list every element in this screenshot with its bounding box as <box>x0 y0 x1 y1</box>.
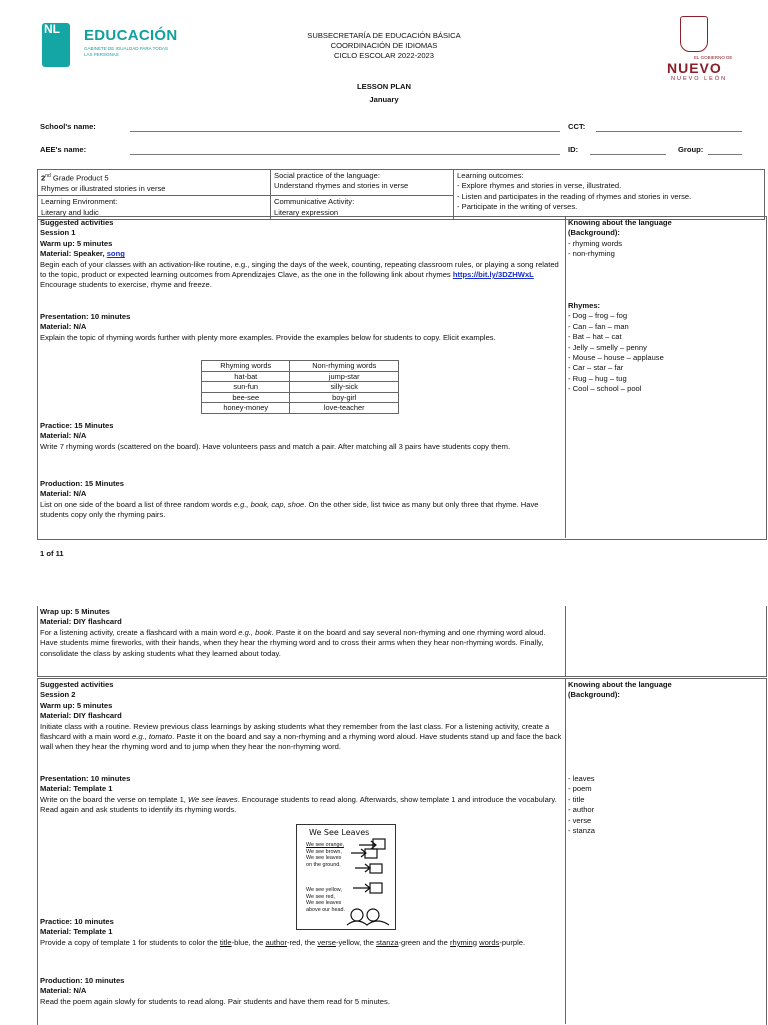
session1-production: Production: 15 Minutes Material: N/A List on one side of the board a list of three random words e.g., book, cap, shoe. On the other side, list twice as many but only three that rhyme. Have students copy only the rhyming pairs. <box>40 479 539 520</box>
session1-divider <box>565 216 566 538</box>
page-number: 1 of 11 <box>40 549 64 558</box>
group-field[interactable] <box>708 154 742 155</box>
header-line-3: CICLO ESCOLAR 2022-2023 <box>333 51 435 61</box>
group-label: Group: <box>678 145 704 154</box>
session2-warmup: Suggested activities Session 2 Warm up: 5 minutes Material: DIY flashcard Initiate class with a routine. Review previous class learnings by asking students what they remember from the last class. For a listening activity, create a flashcard with a main word e.g., tomato. Paste it on the board and say a non-rhyming and a rhyming word aloud. Have students stand up and face the back wall when they hear the rhyming word and to jump when they hear the non-rhyming word. <box>40 680 562 752</box>
nl-logo-text: NL <box>44 22 60 36</box>
school-name-field[interactable] <box>130 131 560 132</box>
rhyming-header: Rhyming words <box>202 361 290 372</box>
knowing1-rhymes: Rhymes: - Dog – frog – fog - Can – fan – man - Bat – hat – cat - Jelly – smelly – penny - Mouse – house – applause - Car – star – far - Rug – hug – tug - Cool – school – pool <box>568 301 664 394</box>
table-cell: silly-sick <box>290 382 399 393</box>
table-cell: hat-bat <box>202 371 290 382</box>
cct-field[interactable] <box>596 131 742 132</box>
wrapup-divider <box>565 606 566 676</box>
communicative-activity-cell: Communicative Activity: Literary expression <box>271 196 454 220</box>
session1-presentation: Presentation: 10 minutes Material: N/A Explain the topic of rhyming words further with plenty more examples. Provide the examples below for students to copy. Elicit examples. <box>40 312 496 342</box>
info-table <box>37 169 765 220</box>
worksheet-stanza-1: We see orange, We see brown, We see leaves on the ground. <box>306 842 344 868</box>
education-brand-subtitle: GABINETE DE IGUALDAD PARA TODAS LAS PERSONAS <box>84 46 169 57</box>
knowing1-content: Knowing about the language (Background): - rhyming words - non-rhyming <box>568 218 672 259</box>
education-brand-title: EDUCACIÓN <box>84 27 178 44</box>
gov-big-text: NUEVO <box>667 60 722 76</box>
session2-presentation: Presentation: 10 minutes Material: Template 1 Write on the board the verse on template 1, We see leaves. Encourage students to read along. Afterwards, show template 1 and introduce the vocabulary. Read again and ask students to identify its rhyming words. <box>40 774 557 815</box>
session2-divider <box>565 678 566 1024</box>
aee-name-label: AEE's name: <box>40 145 87 154</box>
session2-practice: Practice: 10 minutes Material: Template 1 Provide a copy of template 1 for students to color the title-blue, the author-red, the verse-yellow, the stanza-green and the rhyming words-purple. <box>40 917 526 947</box>
header-lines <box>284 31 484 62</box>
gov-state-text: NUEVO LEÓN <box>671 76 728 82</box>
worksheet-title: We See Leaves <box>309 828 370 837</box>
plan-title: LESSON PLAN <box>356 82 411 91</box>
id-field[interactable] <box>590 154 666 155</box>
plan-month: January <box>369 95 399 104</box>
nuevo-leon-crest-icon <box>680 16 708 52</box>
header-line-2: COORDINACIÓN DE IDIOMAS <box>330 41 438 51</box>
worksheet-arrows-icon <box>297 825 395 929</box>
knowing2-header: Knowing about the language (Background): <box>568 680 672 700</box>
social-practice-cell: Social practice of the language: Understand rhymes and stories in verse <box>271 170 454 196</box>
grade-cell: 2nd Grade Product 5 Rhymes or illustrated stories in verse <box>38 170 271 196</box>
table-cell: honey-money <box>202 403 290 414</box>
header-line-1: SUBSECRETARÍA DE EDUCACIÓN BÁSICA <box>307 31 461 40</box>
learning-outcomes-cell: Learning outcomes: - Explore rhymes and stories in verse, illustrated. - Listen and participates in the reading of rhymes and stories in verse. - Participate in the writing of verses. <box>454 170 765 220</box>
wrapup-content: Wrap up: 5 Minutes Material: DIY flashcard For a listening activity, create a flashcard with a main word e.g., book. Paste it on the board and say several non-rhyming and one rhyming word aloud. Have students mime fireworks, with their hands, when they hear the rhyming word and to cross their arms when they hear non-rhyming words. Finally, consolidate the class by asking students what they learned about today. <box>40 607 546 658</box>
gov-small-text: EL GOBIERNO DE <box>694 55 733 60</box>
table-cell: boy-girl <box>290 392 399 403</box>
knowing2-items: - leaves - poem - title - author - verse - stanza <box>568 774 596 836</box>
aee-name-field[interactable] <box>130 154 560 155</box>
rhymes-link[interactable]: https://bit.ly/3DZHWxL <box>452 270 534 280</box>
we-see-leaves-template-image <box>296 824 396 930</box>
table-cell: bee-see <box>202 392 290 403</box>
table-cell: jump-star <box>290 371 399 382</box>
non-rhyming-header: Non-rhyming words <box>290 361 399 372</box>
table-cell: love-teacher <box>290 403 399 414</box>
school-name-label: School's name: <box>40 122 96 131</box>
session2-production: Production: 10 minutes Material: N/A Read the poem again slowly for students to read along. Pair students and have them read for 5 minutes. <box>40 976 390 1006</box>
session1-practice: Practice: 15 Minutes Material: N/A Write 7 rhyming words (scattered on the board). Have volunteers pass and match a pair. After matching all 3 pairs have students copy them. <box>40 421 511 451</box>
song-link[interactable]: song <box>106 249 125 259</box>
cct-label: CCT: <box>568 122 586 131</box>
session1-content: Suggested activities Session 1 Warm up: 5 minutes Material: Speaker, song Begin each of your classes with an activation-like routine, e.g., singing the days of the week, counting, repeating classroom rules, or playing a song related to the topic, product or expected learning outcomes from Aprendizajes Clave, as the one in the following link about rhymes https://bit.ly/3DZHWxL Encourage students to exercise, rhyme and freeze. <box>40 218 559 290</box>
id-label: ID: <box>568 145 579 154</box>
rhyming-table <box>201 360 399 414</box>
environment-cell: Learning Environment: Literary and ludic <box>38 196 271 220</box>
table-cell: sun-fun <box>202 382 290 393</box>
worksheet-stanza-2: We see yellow, We see red, We see leaves above our head. <box>306 887 345 913</box>
